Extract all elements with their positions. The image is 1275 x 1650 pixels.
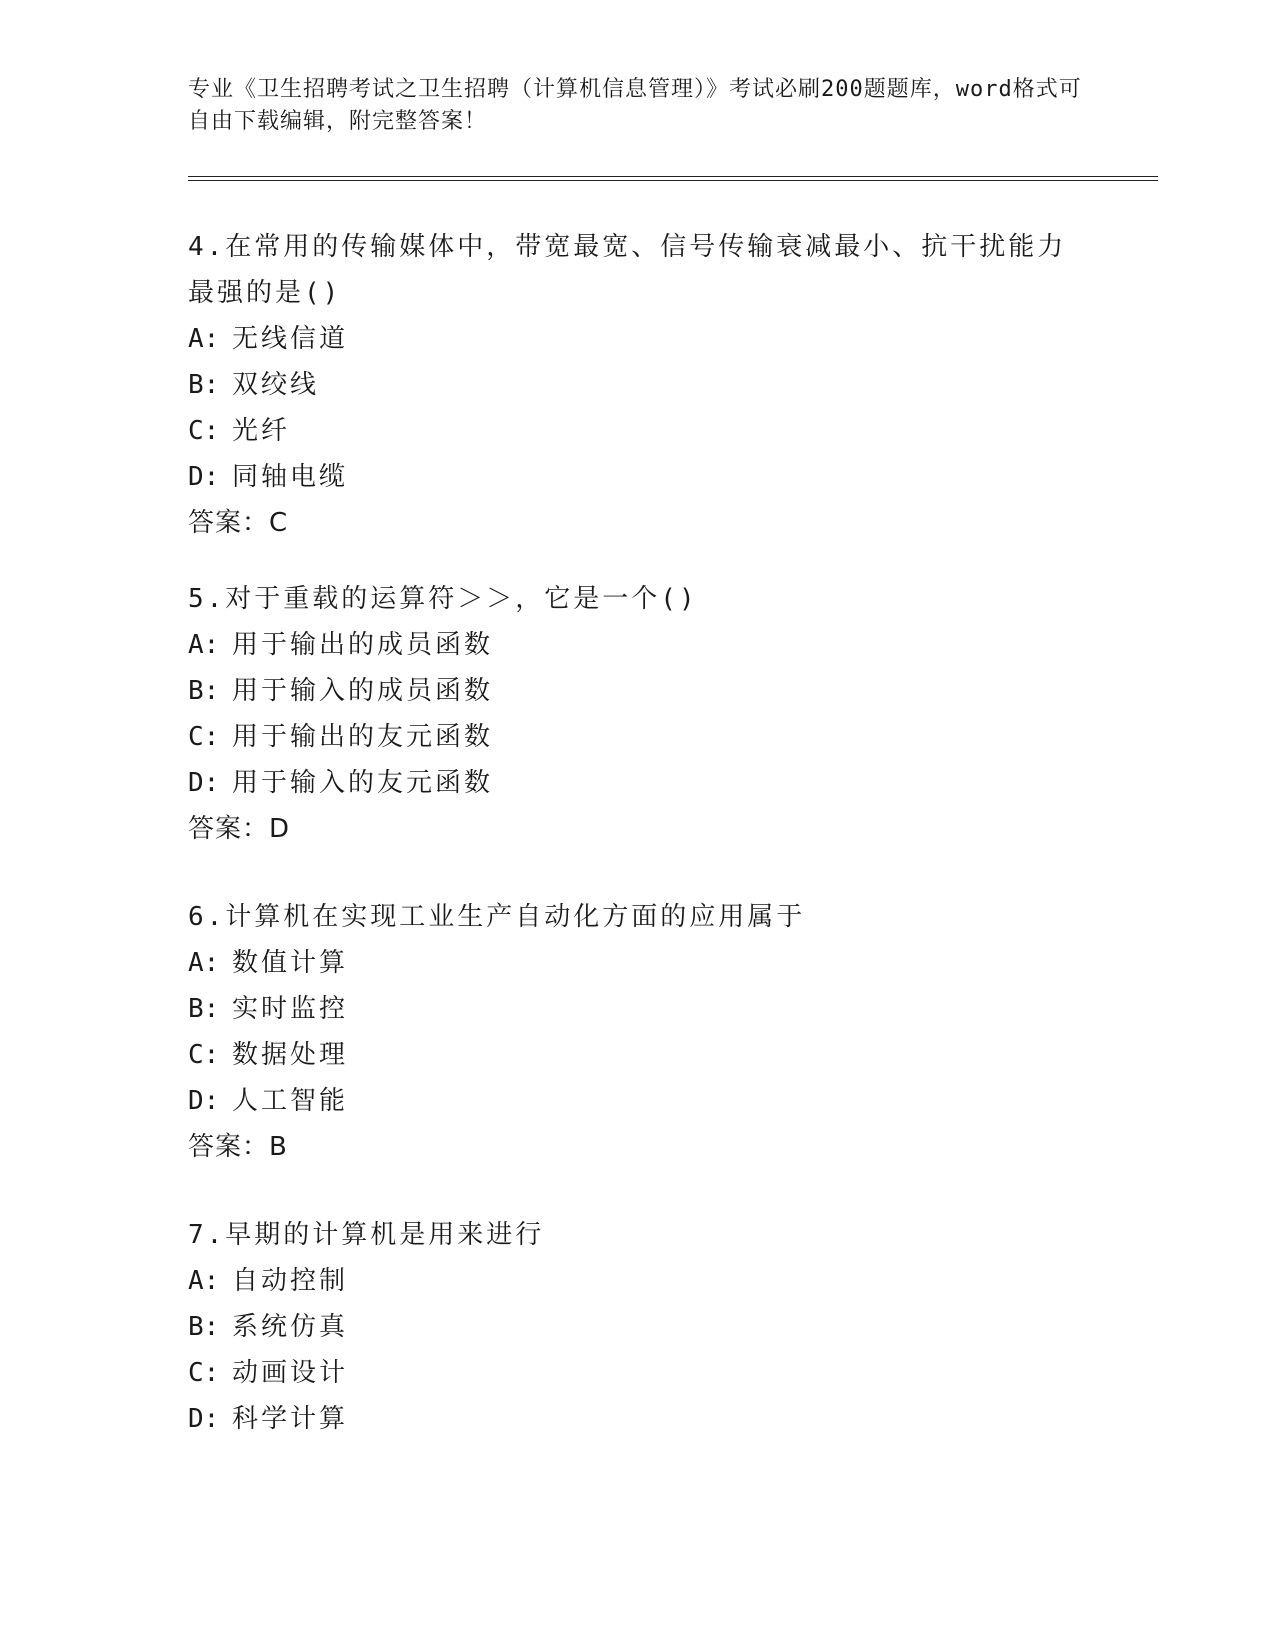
option-label: D:: [188, 768, 220, 798]
option-text: 科学计算: [232, 1404, 349, 1434]
option-label: C:: [188, 1040, 220, 1070]
option-text: 双绞线: [232, 370, 320, 400]
question-6: [188, 894, 1088, 1170]
answer: 答案：D: [188, 814, 291, 844]
option-c: [188, 408, 1088, 454]
option-text: 人工智能: [232, 1086, 349, 1116]
option-c: [188, 714, 1088, 760]
question-7: [188, 1212, 1088, 1442]
option-c: [188, 1032, 1088, 1078]
option-d: [188, 1078, 1088, 1124]
option-label: C:: [188, 416, 220, 446]
option-label: B:: [188, 676, 220, 706]
option-label: B:: [188, 994, 220, 1024]
option-b: [188, 1304, 1088, 1350]
option-text: 用于输出的成员函数: [232, 630, 494, 660]
option-label: A:: [188, 1266, 220, 1296]
document-header: 专业《卫生招聘考试之卫生招聘（计算机信息管理）》考试必刷200题题库，word格式可自由下载编辑，附完整答案！: [188, 77, 1082, 134]
option-text: 自动控制: [232, 1266, 349, 1296]
option-text: 用于输入的友元函数: [232, 768, 494, 798]
option-label: B:: [188, 1312, 220, 1342]
option-label: C:: [188, 1358, 220, 1388]
option-b: [188, 668, 1088, 714]
option-label: A:: [188, 948, 220, 978]
option-text: 同轴电缆: [232, 462, 349, 492]
option-text: 用于输出的友元函数: [232, 722, 494, 752]
option-a: [188, 1258, 1088, 1304]
question-stem: 4.在常用的传输媒体中，带宽最宽、信号传输衰减最小、抗干扰能力最强的是(): [188, 232, 1067, 308]
option-text: 数值计算: [232, 948, 349, 978]
question-stem: 7.早期的计算机是用来进行: [188, 1220, 545, 1250]
header-double-rule: [188, 176, 1158, 181]
option-a: [188, 940, 1088, 986]
option-label: A:: [188, 630, 220, 660]
option-text: 用于输入的成员函数: [232, 676, 494, 706]
option-a: [188, 316, 1088, 362]
option-text: 数据处理: [232, 1040, 349, 1070]
option-b: [188, 362, 1088, 408]
question-stem: 5.对于重载的运算符＞＞，它是一个(): [188, 584, 698, 614]
option-d: [188, 1396, 1088, 1442]
option-d: [188, 760, 1088, 806]
option-text: 动画设计: [232, 1358, 349, 1388]
question-5: [188, 576, 1088, 852]
option-label: D:: [188, 462, 220, 492]
option-label: D:: [188, 1404, 220, 1434]
option-c: [188, 1350, 1088, 1396]
option-b: [188, 986, 1088, 1032]
option-label: C:: [188, 722, 220, 752]
option-label: A:: [188, 324, 220, 354]
option-a: [188, 622, 1088, 668]
option-text: 系统仿真: [232, 1312, 349, 1342]
option-d: [188, 454, 1088, 500]
option-label: B:: [188, 370, 220, 400]
question-stem: 6.计算机在实现工业生产自动化方面的应用属于: [188, 902, 806, 932]
answer: 答案：C: [188, 508, 289, 538]
option-text: 无线信道: [232, 324, 349, 354]
option-text: 光纤: [232, 416, 291, 446]
option-text: 实时监控: [232, 994, 349, 1024]
answer: 答案：B: [188, 1132, 288, 1162]
option-label: D:: [188, 1086, 220, 1116]
question-4: [188, 224, 1088, 546]
